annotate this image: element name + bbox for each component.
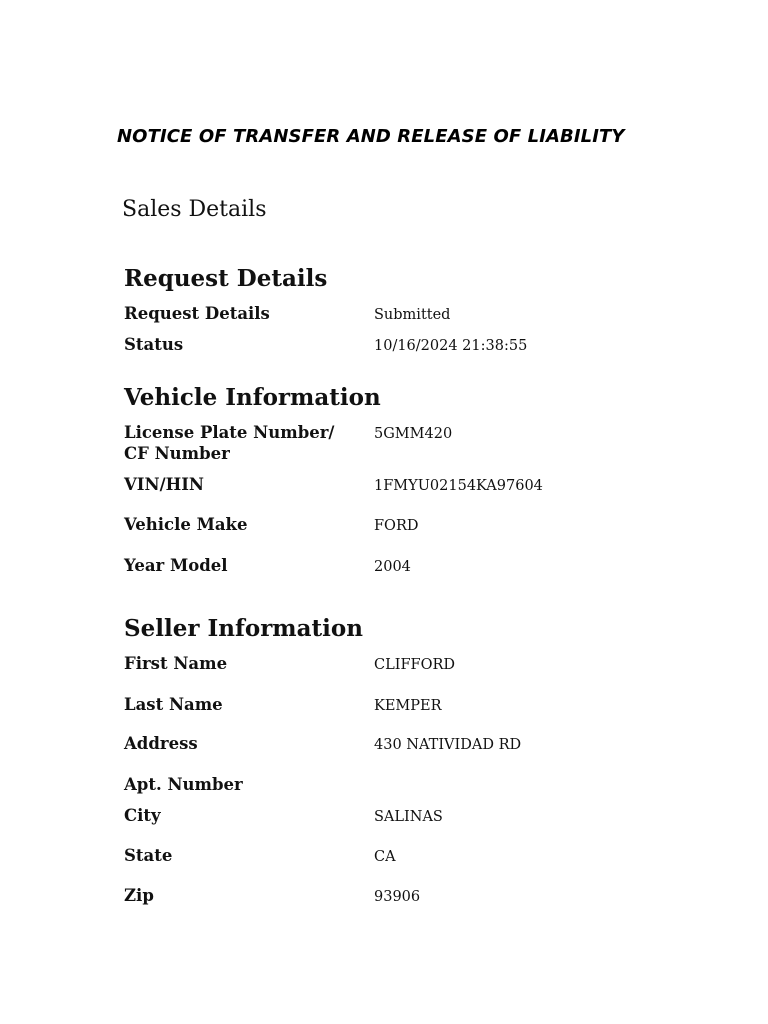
zip-value: 93906 — [374, 889, 421, 905]
seller-information-heading: Seller Information — [124, 615, 363, 642]
vehicle-information-heading: Vehicle Information — [124, 384, 381, 411]
last-name-label: Last Name — [124, 695, 223, 714]
first-name-label: First Name — [124, 654, 228, 673]
zip-label: Zip — [124, 886, 154, 905]
license-plate-label: License Plate Number/ CF Number — [124, 423, 335, 463]
city-value: SALINAS — [374, 809, 443, 825]
address-label: Address — [124, 734, 198, 753]
request-details-value: Submitted — [374, 307, 451, 323]
year-model-value: 2004 — [374, 559, 411, 575]
vin-hin-label: VIN/HIN — [124, 475, 205, 494]
sales-details-heading: Sales Details — [122, 197, 267, 222]
vehicle-make-label: Vehicle Make — [124, 515, 248, 534]
address-value: 430 NATIVIDAD RD — [374, 737, 522, 753]
document-title: NOTICE OF TRANSFER AND RELEASE OF LIABILITY — [117, 126, 625, 147]
year-model-label: Year Model — [124, 556, 228, 575]
first-name-value: CLIFFORD — [374, 657, 456, 673]
vehicle-make-value: FORD — [374, 518, 419, 534]
vin-hin-value: 1FMYU02154KA97604 — [374, 478, 543, 494]
city-label: City — [124, 806, 161, 825]
request-details-label: Request Details — [124, 304, 270, 323]
last-name-value: KEMPER — [374, 698, 442, 714]
state-label: State — [124, 846, 173, 865]
state-value: CA — [374, 849, 396, 865]
license-plate-value: 5GMM420 — [374, 426, 453, 442]
status-label: Status — [124, 335, 184, 354]
request-details-heading: Request Details — [124, 265, 328, 292]
status-value: 10/16/2024 21:38:55 — [374, 338, 528, 354]
apt-number-label: Apt. Number — [124, 775, 243, 794]
